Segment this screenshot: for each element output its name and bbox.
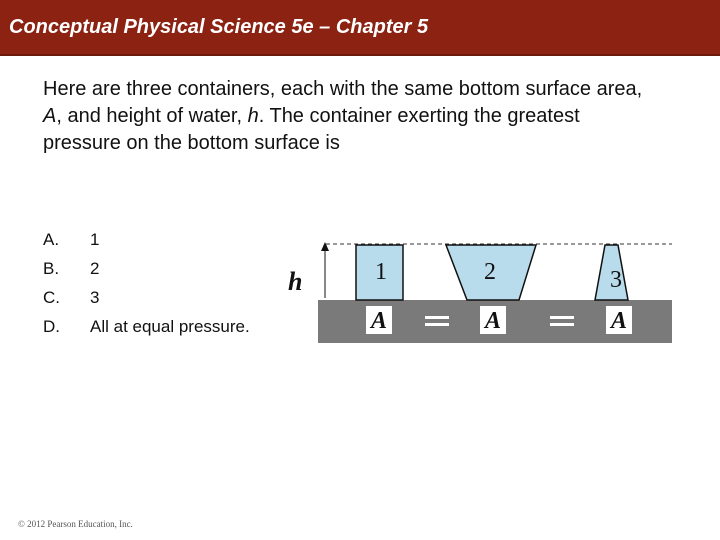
copyright-footer: © 2012 Pearson Education, Inc.: [18, 519, 133, 529]
choice-text: 3: [90, 288, 100, 307]
container-number: 3: [610, 267, 622, 293]
area-label: A: [484, 308, 502, 334]
question-part-1: Here are three containers, each with the same bottom surface area,: [43, 78, 643, 100]
choice-letter: D.: [43, 317, 60, 336]
question-part-3: . The container exerting the greatest pressure on the bottom surface is: [43, 105, 580, 154]
container-number: 1: [375, 259, 387, 285]
area-label: A: [610, 308, 628, 334]
area-label: A: [370, 308, 388, 334]
arrow-head-icon: [321, 242, 329, 251]
question-text: [43, 76, 663, 157]
choice-text: All at equal pressure.: [90, 317, 250, 336]
title-bar: [0, 0, 720, 56]
choice-text: 1: [90, 230, 100, 249]
choice-letter: C.: [43, 288, 60, 307]
choice-letter: A.: [43, 230, 60, 249]
question-part-2: , and height of water,: [56, 105, 248, 127]
height-label: h: [288, 267, 303, 296]
variable-area: A: [43, 105, 57, 127]
choice-letter: B.: [43, 259, 60, 278]
choice-text: 2: [90, 259, 100, 278]
variable-height: h: [247, 105, 259, 127]
container-number: 2: [484, 259, 496, 285]
containers-diagram: [286, 238, 676, 346]
slide-title: Conceptual Physical Science 5e – Chapter 5: [9, 16, 429, 38]
